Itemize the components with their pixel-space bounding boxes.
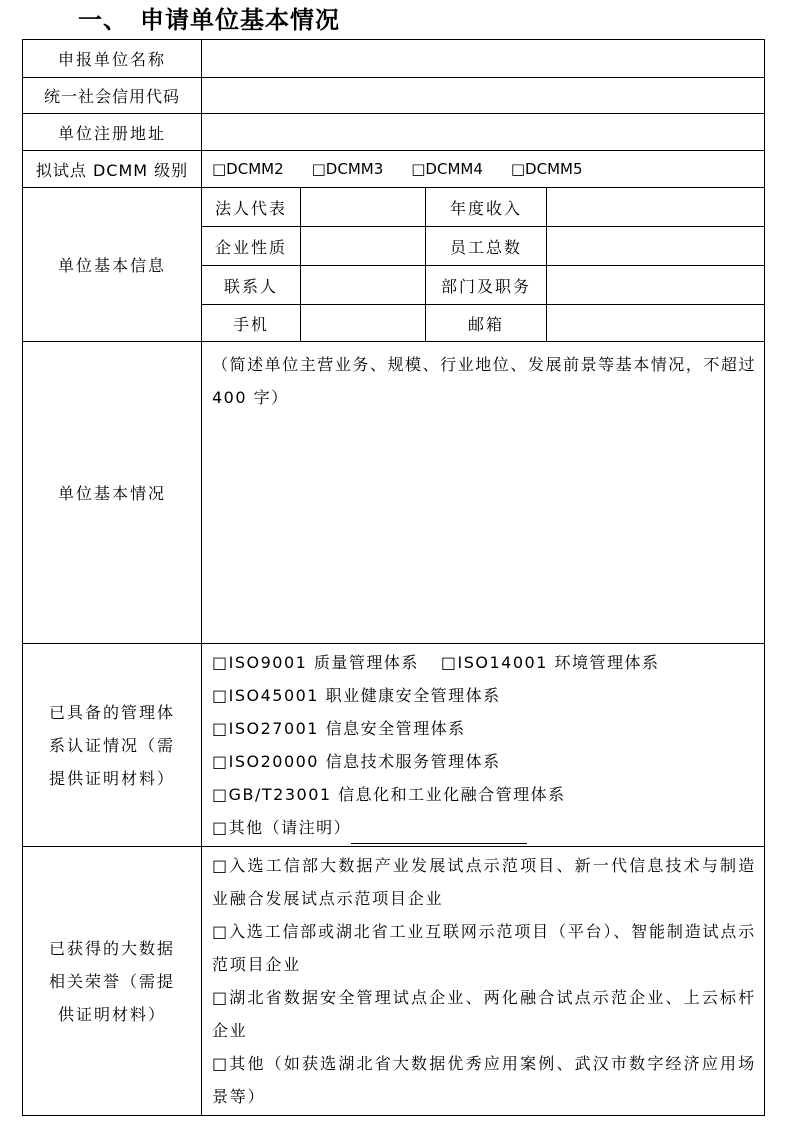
email-field[interactable] bbox=[547, 305, 765, 342]
basic-info-row-1 bbox=[23, 188, 765, 227]
honor-item[interactable]: □入选工信部或湖北省工业互联网示范项目（平台）、智能制造试点示范项目企业 bbox=[212, 922, 756, 974]
credit-code-label: 统一社会信用代码 bbox=[23, 78, 202, 114]
level-label: 拟试点 DCMM 级别 bbox=[23, 151, 202, 188]
department-position-field[interactable] bbox=[547, 266, 765, 305]
level-option-dcmm2[interactable]: □DCMM2 bbox=[212, 160, 284, 178]
section-number: 一、 bbox=[78, 6, 128, 34]
honor-item[interactable]: □湖北省数据安全管理试点企业、两化融合试点示范企业、上云标杆企业 bbox=[212, 988, 756, 1040]
level-option-dcmm3[interactable]: □DCMM3 bbox=[311, 160, 384, 178]
certifications-row bbox=[23, 644, 765, 847]
application-form-table bbox=[22, 39, 765, 1116]
cert-iso14001[interactable]: □ISO14001 环境管理体系 bbox=[440, 653, 660, 672]
legal-rep-label: 法人代表 bbox=[202, 188, 301, 227]
basic-situation-hint: （简述单位主营业务、规模、行业地位、发展前景等基本情况，不超过 400 字） bbox=[212, 355, 756, 407]
annual-revenue-field[interactable] bbox=[547, 188, 765, 227]
employee-count-field[interactable] bbox=[547, 227, 765, 266]
email-label: 邮箱 bbox=[426, 305, 547, 342]
unit-name-field[interactable] bbox=[202, 40, 765, 78]
cert-other-input[interactable] bbox=[351, 821, 527, 844]
contact-field[interactable] bbox=[301, 266, 426, 305]
enterprise-type-field[interactable] bbox=[301, 227, 426, 266]
honor-item[interactable]: □入选工信部大数据产业发展试点示范项目、新一代信息技术与制造业融合发展试点示范项目企业 bbox=[212, 856, 756, 908]
credit-code-field[interactable] bbox=[202, 78, 765, 114]
unit-name-label: 申报单位名称 bbox=[23, 40, 202, 78]
basic-situation-row bbox=[23, 342, 765, 644]
cert-iso9001[interactable]: □ISO9001 质量管理体系 bbox=[212, 653, 419, 672]
address-row bbox=[23, 114, 765, 151]
cert-iso20000[interactable]: □ISO20000 信息技术服务管理体系 bbox=[212, 752, 501, 771]
department-position-label: 部门及职务 bbox=[426, 266, 547, 305]
unit-name-row bbox=[23, 40, 765, 78]
honors-row bbox=[23, 847, 765, 1116]
mobile-field[interactable] bbox=[301, 305, 426, 342]
enterprise-type-label: 企业性质 bbox=[202, 227, 301, 266]
credit-code-row bbox=[23, 78, 765, 114]
legal-rep-field[interactable] bbox=[301, 188, 426, 227]
annual-revenue-label: 年度收入 bbox=[426, 188, 547, 227]
basic-info-label: 单位基本信息 bbox=[23, 188, 202, 342]
cert-other[interactable]: □其他（请注明） bbox=[212, 818, 352, 837]
section-title: 申请单位基本情况 bbox=[140, 6, 340, 34]
certifications-label: 已具备的管理体系认证情况（需提供证明材料） bbox=[23, 644, 202, 847]
level-option-dcmm4[interactable]: □DCMM4 bbox=[411, 160, 483, 178]
honor-item[interactable]: □其他（如获选湖北省大数据优秀应用案例、武汉市数字经济应用场景等） bbox=[212, 1054, 756, 1106]
cert-iso27001[interactable]: □ISO27001 信息安全管理体系 bbox=[212, 719, 466, 738]
level-options bbox=[202, 151, 765, 188]
level-option-dcmm5[interactable]: □DCMM5 bbox=[510, 160, 583, 178]
address-label: 单位注册地址 bbox=[23, 114, 202, 151]
address-field[interactable] bbox=[202, 114, 765, 151]
cert-gbt23001[interactable]: □GB/T23001 信息化和工业化融合管理体系 bbox=[212, 785, 566, 804]
cert-iso45001[interactable]: □ISO45001 职业健康安全管理体系 bbox=[212, 686, 501, 705]
certifications-options bbox=[202, 644, 765, 847]
basic-situation-field[interactable] bbox=[202, 342, 765, 644]
honors-label: 已获得的大数据相关荣誉（需提供证明材料） bbox=[23, 847, 202, 1116]
section-heading bbox=[78, 2, 340, 38]
employee-count-label: 员工总数 bbox=[426, 227, 547, 266]
honors-options bbox=[202, 847, 765, 1116]
contact-label: 联系人 bbox=[202, 266, 301, 305]
basic-situation-label: 单位基本情况 bbox=[23, 342, 202, 644]
mobile-label: 手机 bbox=[202, 305, 301, 342]
level-row bbox=[23, 151, 765, 188]
